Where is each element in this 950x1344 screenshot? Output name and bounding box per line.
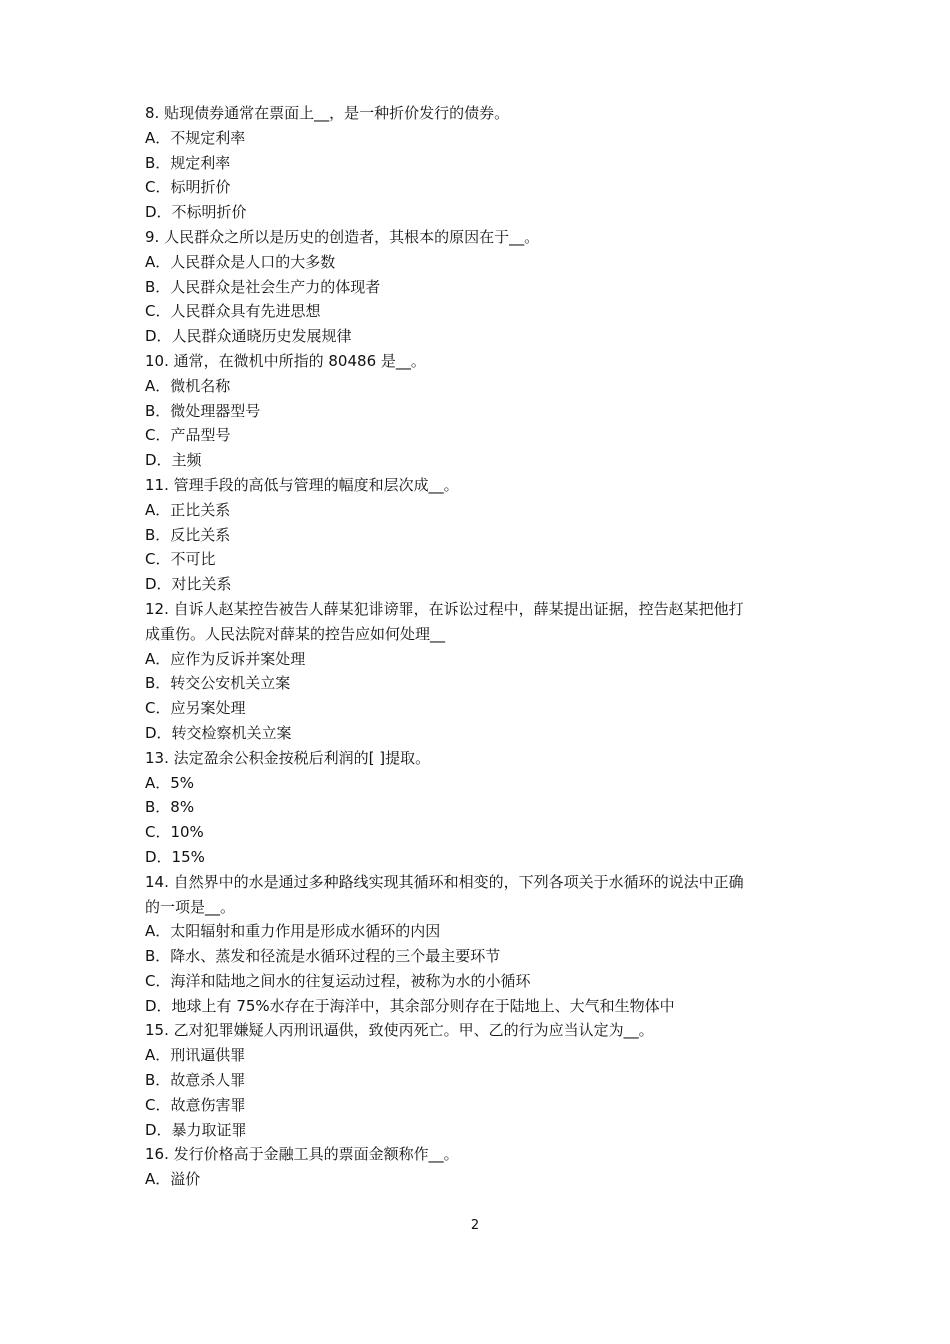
question-11: [145, 473, 825, 597]
option-b: B．降水、蒸发和径流是水循环过程的三个最主要环节: [145, 947, 501, 966]
option-a: A．刑讯逼供罪: [145, 1046, 246, 1065]
option-c: C．故意伤害罪: [145, 1095, 246, 1114]
question-list: [145, 101, 825, 1192]
question-14: [145, 870, 825, 1019]
option-a: A．不规定利率: [145, 128, 246, 147]
option-c: C．10%: [145, 823, 204, 842]
question-9: [145, 225, 825, 349]
option-a: A．应作为反诉并案处理: [145, 649, 306, 668]
question-stem: 15. 乙对犯罪嫌疑人丙刑讯逼供，致使丙死亡。甲、乙的行为应当认定为__。: [145, 1021, 654, 1040]
option-c: C．标明折价: [145, 178, 231, 197]
page-number: 2: [470, 1218, 480, 1233]
option-b: B．8%: [145, 798, 195, 817]
question-8: [145, 101, 825, 225]
option-a: A．正比关系: [145, 500, 231, 519]
option-b: B．规定利率: [145, 153, 231, 172]
question-stem: 9. 人民群众之所以是历史的创造者，其根本的原因在于__。: [145, 227, 540, 246]
question-stem-continued: 的一项是__。: [145, 897, 236, 916]
option-a: A．5%: [145, 773, 195, 792]
option-d: D．暴力取证罪: [145, 1120, 247, 1139]
option-a: A．太阳辐射和重力作用是形成水循环的内因: [145, 922, 441, 941]
option-b: B．人民群众是社会生产力的体现者: [145, 277, 381, 296]
option-d: D．人民群众通晓历史发展规律: [145, 327, 352, 346]
option-b: B．转交公安机关立案: [145, 674, 291, 693]
option-d: D．转交检察机关立案: [145, 723, 292, 742]
question-stem: 12. 自诉人赵某控告被告人薛某犯诽谤罪，在诉讼过程中，薛某提出证据，控告赵某把他打: [145, 599, 744, 618]
option-a: A．溢价: [145, 1170, 201, 1189]
question-16: [145, 1142, 825, 1192]
question-stem: 8. 贴现债券通常在票面上__，是一种折价发行的债券。: [145, 104, 510, 122]
option-b: B．微处理器型号: [145, 401, 261, 420]
option-c: C．不可比: [145, 550, 216, 569]
question-15: [145, 1018, 825, 1142]
question-stem: 14. 自然界中的水是通过多种路线实现其循环和相变的，下列各项关于水循环的说法中正确: [145, 872, 744, 891]
question-stem: 11. 管理手段的高低与管理的幅度和层次成__。: [145, 475, 459, 494]
option-a: A．人民群众是人口的大多数: [145, 252, 336, 271]
question-12: [145, 597, 825, 746]
option-c: C．产品型号: [145, 426, 231, 445]
option-d: D．15%: [145, 847, 205, 866]
option-c: C．应另案处理: [145, 699, 246, 718]
question-stem-continued: 成重伤。人民法院对薛某的控告应如何处理__: [145, 624, 446, 643]
option-c: C．海洋和陆地之间水的往复运动过程，被称为水的小循环: [145, 971, 531, 990]
question-stem: 10. 通常，在微机中所指的 80486 是__。: [145, 351, 426, 370]
question-stem: 13. 法定盈余公积金按税后利润的[ ]提取。: [145, 748, 431, 767]
option-d: D．地球上有 75%水存在于海洋中，其余部分则存在于陆地上、大气和生物体中: [145, 996, 675, 1015]
option-a: A．微机名称: [145, 376, 231, 395]
option-d: D．主频: [145, 451, 202, 470]
option-d: D．对比关系: [145, 575, 232, 594]
option-b: B．反比关系: [145, 525, 231, 544]
option-d: D．不标明折价: [145, 203, 247, 222]
question-13: [145, 746, 825, 870]
question-10: [145, 349, 825, 473]
option-b: B．故意杀人罪: [145, 1071, 246, 1090]
option-c: C．人民群众具有先进思想: [145, 302, 321, 321]
question-stem: 16. 发行价格高于金融工具的票面金额称作__。: [145, 1145, 459, 1164]
